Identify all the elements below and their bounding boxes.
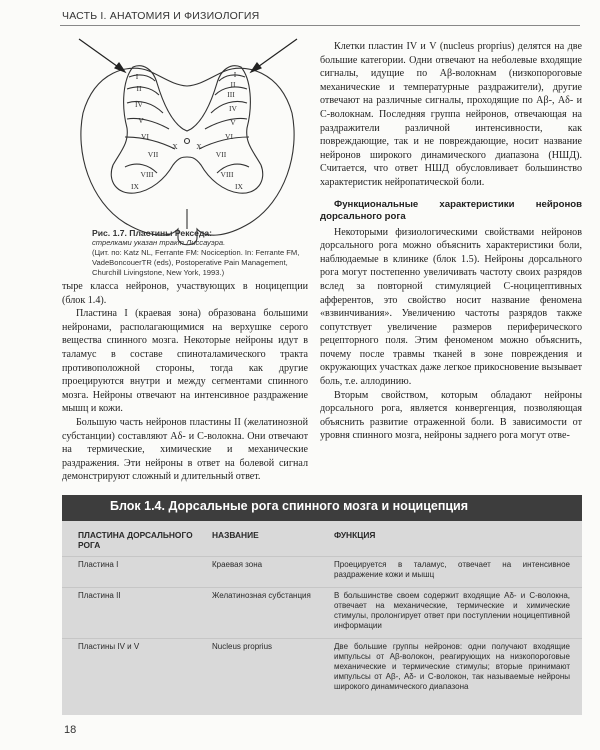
lamina-label: I [135,72,139,81]
lamina-label: IV [135,100,143,109]
running-header: ЧАСТЬ I. АНАТОМИЯ И ФИЗИОЛОГИЯ [62,10,260,22]
lamina-label: VII [215,150,227,159]
table-cell: Пластина II [62,588,212,639]
page-number: 18 [64,724,77,736]
paragraph: тыре класса нейронов, участвующих в ноцицепции (блок 1.4). [62,281,308,306]
caption-reference: (Цит. по: Katz NL, Ferrante FM: Nociception. In: Ferrante FM, VadeBoncouerTR (eds), Postoperative Pain Management, Churchill Livingstone, New York, 1993.) [92,248,300,277]
paragraph: Вторым свойством, которым обладают нейроны дорсального рога, является конвергенция, позволяющая объяснить развитие отраженной боли. В зависимости от уровня спинного мозга, нейроны заднего рога могут отве- [320,389,582,442]
column-header: ФУНКЦИЯ [334,530,376,540]
lamina-label: V [230,118,236,127]
column-header: ПЛАСТИНА ДОРСАЛЬНОГО РОГА [78,530,193,550]
lamina-label: IX [131,182,139,191]
laminae-table [62,521,582,699]
paragraph: Некоторыми физиологическими свойствами нейронов дорсального рога можно объяснить характеристики боли, наблюдаемые в клинике (блок 1.5). Нейроны дорсального рога могут постепенно увеличивать частоту своих разрядов вслед за повторной стимуляцией С-ноцицептивных афферентов, это свойство носит название феномена «взвинчивания». Увеличению частоты разрядов также сопутствует увеличение размеров периферического рецепторного поля. Этим феноменом можно объяснить, почему после травмы тканей в зоне повреждения и окружающих участках даже легкое прикосновение вызывает боль, т.е. аллодинию. [320,226,582,388]
table-row [62,588,582,639]
lamina-label: II [136,84,142,93]
column-header: НАЗВАНИЕ [212,530,259,540]
lamina-label: VI [141,132,149,141]
lamina-label: IX [235,182,243,191]
section-subheading: Функциональные характеристики нейронов дорсального рога [320,198,582,223]
info-box [62,495,582,715]
right-column [320,40,582,443]
paragraph: Пластина I (краевая зона) образована большими нейронами, располагающимися на верхушке серого вещества спинного мозга. Некоторые нейроны идут в таламус в составе спиноталамического тракта противоположной стороны, тогда как другие проецируются внутри и между сегментами спинного мозга. Нейроны отвечают на интенсивное раздражение мышц и кожи. [62,308,308,415]
table-cell: Две большие группы нейронов: одни получают входящие импульсы от Аβ-волокон, реагирующих на низкопороговые механические и термические стимулы; вторые принимают импульсы от Аβ-, Аδ- и С-волокон, так называемые нейроны широкого динамического диапазона [334,639,582,700]
table-cell: В большинстве своем содержит входящие Аδ- и С-волокна, отвечает на механические, термические и химические стимулы, пролонгирует ответ при поступлении ноцицептивной информации [334,588,582,639]
caption-title: Рис. 1.7. Пластины Рекседа: [92,228,213,238]
paragraph: Большую часть нейронов пластины II (желатинозной субстанции) составляют Аδ- и С-волокна. Они отвечают на термические, химические и механические раздражения. Эти нейроны в ответ на болевой сигнал демонстрируют сложный и длительный ответ. [62,416,308,483]
table-header-row [62,521,582,557]
lamina-label: VIII [140,170,154,179]
lamina-label: III [227,90,235,99]
table-cell: Проецируется в таламус, отвечает на интенсивное раздражение кожи и мышц [334,557,582,588]
left-column [62,280,308,484]
table-cell: Желатинозная субстанция [212,588,334,639]
table-row [62,639,582,700]
figure-caption [92,228,302,278]
lamina-label: VIII [220,170,234,179]
table-row [62,557,582,588]
lamina-label: II [230,80,236,89]
table-cell: Пластина I [62,557,212,588]
header-rule [60,25,580,26]
lamina-label: X [196,142,202,151]
lamina-label: VI [225,132,233,141]
box-title: Блок 1.4. Дорсальные рога спинного мозга и ноцицепция [62,495,582,521]
lamina-label: VII [147,150,159,159]
lamina-label: V [138,116,144,125]
table-cell: Nucleus proprius [212,639,334,700]
table-cell: Пластины IV и V [62,639,212,700]
lamina-label: IV [229,104,237,113]
lamina-label: X [172,142,178,151]
paragraph: Клетки пластин IV и V (nucleus proprius) делятся на две большие категории. Одни отвечают на неболевые входящие сигналы, идущие по Аβ-волокнам (низкопороговые механические и температурные раздражители), другие отвечают на различные сигналы, проходящие по Аβ-, Аδ- и С-волокнам. Последняя группа нейронов, отвечающая на раздражители различной интенсивности, как повреждающие, так и не повреждающие, носит название нейронов широкого динамического диапазона (НШД). Считается, что ответ НШД обусловливает большинство характеристик нейропатической боли. [320,41,582,188]
lamina-label: I [233,70,237,79]
grey-matter-outline [111,66,262,193]
table-cell: Краевая зона [212,557,334,588]
caption-subtitle: стрелками указан тракт Лиссауэра. [92,238,226,247]
